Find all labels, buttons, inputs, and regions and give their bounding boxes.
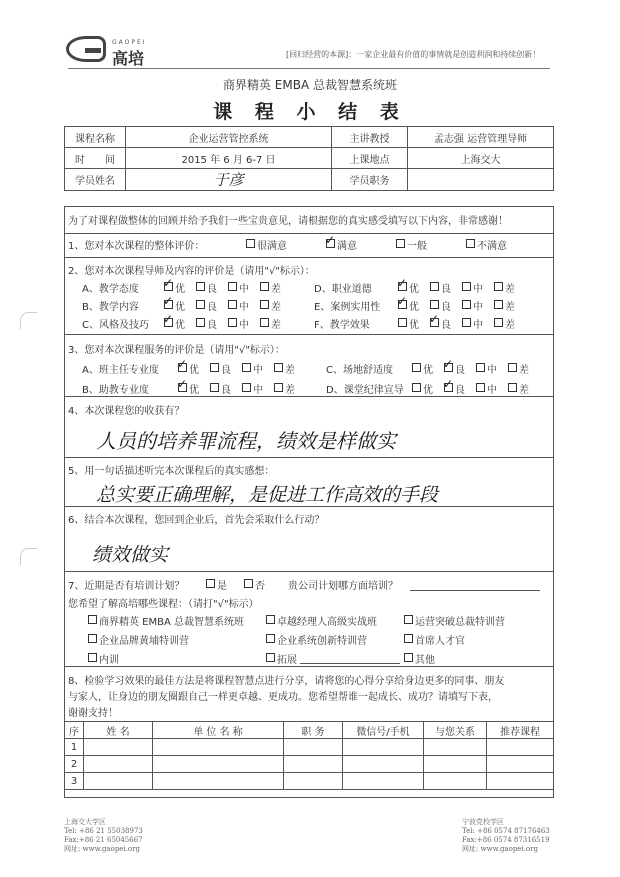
q1-checkbox-very-satisfied[interactable] [246, 239, 255, 248]
name-label: 学员姓名 [65, 169, 126, 191]
q6-answer[interactable]: 绩效做实 [92, 544, 169, 566]
q7-checkbox-yes[interactable] [206, 579, 215, 588]
q3-right-grade-label: 中 [487, 365, 497, 376]
course-label: 课程名称 [65, 127, 126, 148]
name-value[interactable] [126, 169, 332, 191]
q3-label: 3、您对本次课程服务的评价是（请用"√"标示）： [68, 345, 285, 356]
check-mark-icon: ✓ [325, 233, 336, 247]
q2-left-grade-label: 优 [175, 302, 185, 313]
referral-cell[interactable] [84, 739, 153, 756]
q7-course-checkbox[interactable] [88, 615, 97, 624]
footer-left-tel: Tel: +86 21 55038973 [64, 827, 143, 835]
q2-left-grade-label: 差 [271, 302, 281, 313]
q7-course-checkbox[interactable] [266, 615, 275, 624]
footer-left-campus: 上海交大学区 [64, 818, 106, 826]
q2-left-item-label: A、教学态度 [82, 284, 139, 295]
q3-right-item-label: C、场地舒适度 [326, 365, 393, 376]
q2-right-item-label: F、教学效果 [314, 320, 370, 331]
q2-right-grade-checkbox[interactable] [430, 300, 439, 309]
q7-course-label: 运营突破总裁特训营 [415, 617, 505, 628]
q2-left-grade-label: 中 [239, 284, 249, 295]
divider-q8 [64, 666, 554, 667]
q3-right-grade-label: 差 [519, 385, 529, 396]
q7-course-label: 卓越经理人高级实战班 [277, 617, 377, 628]
q7-course-checkbox[interactable] [266, 653, 275, 662]
table-row [65, 756, 554, 773]
q2-left-grade-label: 良 [207, 302, 217, 313]
q2-right-grade-label: 差 [505, 302, 515, 313]
q2-right-grade-label: 优 [409, 302, 419, 313]
q3-right-grade-label: 良 [455, 365, 465, 376]
referral-cell[interactable] [424, 773, 487, 790]
teacher-value: 孟志强 运营管理导师 [408, 127, 554, 148]
q2-right-item-label: D、职业道德 [314, 284, 372, 295]
q2-left-grade-label: 良 [207, 284, 217, 295]
check-mark-icon: ✓ [443, 377, 454, 391]
divider-q3 [64, 334, 554, 335]
referral-row-number: 2 [65, 756, 84, 773]
footer-right [462, 818, 550, 854]
q2-left-grade-label: 优 [175, 284, 185, 295]
q3-left-grade-checkbox[interactable] [242, 383, 251, 392]
q3-left-grade-label: 中 [253, 365, 263, 376]
time-label: 时 间 [65, 148, 126, 169]
q3-left-grade-label: 优 [189, 385, 199, 396]
q7-course-label: 企业品牌黄埔特训营 [99, 636, 189, 647]
referral-header-cell: 姓 名 [84, 722, 153, 739]
q3-right-grade-label: 优 [423, 365, 433, 376]
brand-cn: 高培 [112, 49, 145, 68]
referral-header-cell: 推荐课程 [487, 722, 554, 739]
referral-cell[interactable] [153, 773, 284, 790]
footer-left [64, 818, 143, 854]
referral-row-number: 1 [65, 739, 84, 756]
q2-left-grade-label: 差 [271, 320, 281, 331]
referral-header-cell: 微信号/手机 [343, 722, 424, 739]
q3-right-grade-checkbox[interactable] [412, 383, 421, 392]
name-handwriting: 于彦 [213, 171, 244, 189]
referral-table-header [65, 722, 554, 739]
referral-cell[interactable] [84, 773, 153, 790]
q2-right-grade-checkbox[interactable] [494, 282, 503, 291]
course-info-table [64, 126, 554, 191]
q7-training-area-field[interactable] [410, 590, 540, 591]
footer-left-fax: Fax:+86 21 65045667 [64, 836, 143, 844]
position-value[interactable] [408, 169, 554, 191]
q1-checkbox-average[interactable] [396, 239, 405, 248]
q3-left-grade-label: 差 [285, 385, 295, 396]
q1-label: 1、您对本次课程的整体评价： [68, 241, 205, 252]
q7-other-field[interactable] [300, 663, 400, 664]
referral-cell[interactable] [84, 756, 153, 773]
referral-cell[interactable] [343, 773, 424, 790]
q2-left-grade-checkbox[interactable] [196, 282, 205, 291]
q3-left-grade-checkbox[interactable] [274, 383, 283, 392]
referral-cell[interactable] [284, 756, 343, 773]
q7-plan-question: 7、近期是否有培训计划？ [68, 581, 185, 592]
teacher-label: 主讲教授 [332, 127, 408, 148]
check-mark-icon: ✓ [177, 357, 188, 371]
q2-label: 2、您对本次课程导师及内容的评价是（请用"√"标示）： [68, 266, 315, 277]
q2-left-grade-checkbox[interactable] [228, 318, 237, 327]
q7-course-label: 首席人才官 [415, 636, 465, 647]
footer-right-fax: Fax:+86 0574 87316519 [462, 836, 550, 844]
q2-right-item-label: E、案例实用性 [314, 302, 381, 313]
q2-left-grade-checkbox[interactable] [260, 318, 269, 327]
check-mark-icon: ✓ [163, 312, 174, 326]
check-mark-icon: ✓ [397, 276, 408, 290]
table-row [65, 773, 554, 790]
q7-course-label: 内训 [99, 655, 119, 666]
q3-left-grade-checkbox[interactable] [210, 383, 219, 392]
q3-right-grade-checkbox[interactable] [508, 383, 517, 392]
q2-right-grade-label: 中 [473, 302, 483, 313]
referral-cell[interactable] [343, 739, 424, 756]
program-subtitle: 商界精英 EMBA 总裁智慧系统班 [222, 78, 397, 92]
q7-course-checkbox[interactable] [88, 634, 97, 643]
referral-cell[interactable] [343, 756, 424, 773]
q3-right-item-label: D、课堂纪律宣导 [326, 385, 404, 396]
q3-right-grade-label: 差 [519, 365, 529, 376]
q3-left-grade-checkbox[interactable] [210, 363, 219, 372]
q6-label: 6、结合本次课程，您回到企业后，首先会采取什么行动？ [68, 515, 325, 526]
referral-cell[interactable] [424, 756, 487, 773]
brand-en: GAOPEI [112, 39, 147, 46]
q7-training-area-question: 贵公司计划哪方面培训？ [288, 581, 398, 592]
q7-checkbox-no[interactable] [244, 579, 253, 588]
q8-text-line3: 谢谢支持！ [68, 708, 118, 719]
q2-right-grade-label: 优 [409, 320, 419, 331]
q2-left-grade-label: 差 [271, 284, 281, 295]
q2-right-grade-label: 良 [441, 320, 451, 331]
q2-left-grade-checkbox[interactable] [196, 318, 205, 327]
q2-right-grade-checkbox[interactable] [494, 318, 503, 327]
footer-left-web: 网址: www.gaopei.org [64, 845, 140, 853]
q2-right-grade-label: 良 [441, 284, 451, 295]
divider-q5 [64, 457, 554, 458]
q2-right-grade-label: 中 [473, 284, 483, 295]
referral-header-cell: 职 务 [284, 722, 343, 739]
position-label: 学员职务 [332, 169, 408, 191]
q7-courses-question: 您希望了解高培哪些课程：（请打"√"标示） [68, 599, 259, 610]
header-divider [68, 68, 550, 69]
q2-left-item-label: C、风格及技巧 [82, 320, 149, 331]
q4-answer[interactable]: 人员的培养罪流程，绩效是样做实 [96, 429, 396, 453]
q3-right-grade-checkbox[interactable] [476, 363, 485, 372]
q2-right-grade-label: 优 [409, 284, 419, 295]
q3-left-grade-checkbox[interactable] [274, 363, 283, 372]
q2-left-item-label: B、教学内容 [82, 302, 139, 313]
q2-left-grade-checkbox[interactable] [228, 300, 237, 309]
q2-right-grade-label: 差 [505, 284, 515, 295]
place-label: 上课地点 [332, 148, 408, 169]
binder-hole-mark [20, 548, 37, 565]
q2-left-grade-checkbox[interactable] [260, 282, 269, 291]
q2-right-grade-checkbox[interactable] [430, 282, 439, 291]
slogan: [回归经营的本源]：一家企业最有价值的事情就是创造利润和持续创新！ [286, 50, 541, 59]
q7-course-label: 拓展 [277, 655, 297, 666]
q3-left-grade-label: 良 [221, 385, 231, 396]
q3-right-grade-checkbox[interactable] [476, 383, 485, 392]
q2-right-grade-label: 中 [473, 320, 483, 331]
footer-right-web: 网址: www.gaopei.org [462, 845, 538, 853]
referral-cell[interactable] [424, 739, 487, 756]
q2-left-grade-checkbox[interactable] [228, 282, 237, 291]
q2-left-grade-label: 中 [239, 302, 249, 313]
check-mark-icon: ✓ [163, 294, 174, 308]
referral-cell[interactable] [153, 756, 284, 773]
q2-right-grade-label: 差 [505, 320, 515, 331]
q7-course-label: 其他 [415, 655, 435, 666]
check-mark-icon: ✓ [429, 312, 440, 326]
q5-answer[interactable]: 总实要正确理解，是促进工作高效的手段 [96, 484, 439, 506]
q3-right-grade-label: 优 [423, 385, 433, 396]
q7-course-checkbox[interactable] [404, 615, 413, 624]
q3-left-grade-label: 优 [189, 365, 199, 376]
page-title: 课 程 小 结 表 [213, 101, 407, 123]
q2-right-grade-checkbox[interactable] [462, 300, 471, 309]
q1-option-average: 一般 [407, 241, 427, 252]
q3-left-grade-checkbox[interactable] [242, 363, 251, 372]
q2-right-grade-checkbox[interactable] [462, 318, 471, 327]
q7-course-checkbox[interactable] [88, 653, 97, 662]
q2-left-grade-label: 良 [207, 320, 217, 331]
q5-label: 5、用一句话描述听完本次课程后的真实感想： [68, 466, 275, 477]
q3-left-grade-label: 中 [253, 385, 263, 396]
gaopei-logo-icon [66, 36, 106, 62]
referral-cell[interactable] [284, 739, 343, 756]
q2-right-grade-checkbox[interactable] [398, 318, 407, 327]
referral-cell[interactable] [487, 773, 554, 790]
q7-option-yes: 是 [217, 581, 227, 592]
intro-text: 为了对课程做整体的回顾并给予我们一些宝贵意见，请根据您的真实感受填写以下内容，非常感谢！ [68, 216, 508, 227]
check-mark-icon: ✓ [443, 357, 454, 371]
q2-right-grade-checkbox[interactable] [462, 282, 471, 291]
q3-right-grade-checkbox[interactable] [412, 363, 421, 372]
check-mark-icon: ✓ [177, 377, 188, 391]
q7-option-no: 否 [255, 581, 265, 592]
referral-header-cell: 单 位 名 称 [153, 722, 284, 739]
table-row [65, 739, 554, 756]
referral-header-cell: 与您关系 [424, 722, 487, 739]
q2-left-grade-label: 优 [175, 320, 185, 331]
q8-text-line2: 与家人，让身边的朋友圈跟自己一样更卓越、更成功。您希望帮谁一起成长、成功？请填写下表， [68, 692, 498, 703]
referral-row-number: 3 [65, 773, 84, 790]
q3-left-item-label: B、助教专业度 [82, 385, 149, 396]
q3-right-grade-label: 中 [487, 385, 497, 396]
q7-course-checkbox[interactable] [404, 634, 413, 643]
referral-header-cell: 序 [65, 722, 84, 739]
q1-checkbox-dissatisfied[interactable] [466, 239, 475, 248]
q7-course-label: 商界精英 EMBA 总裁智慧系统班 [99, 617, 245, 628]
course-value: 企业运营管控系统 [126, 127, 332, 148]
q1-option-very-satisfied: 很满意 [257, 241, 287, 252]
referral-cell[interactable] [487, 756, 554, 773]
q8-text-line1: 8、检验学习效果的最佳方法是将课程智慧点进行分享，请将您的心得分享给身边更多的同事、朋友 [68, 676, 505, 687]
check-mark-icon: ✓ [163, 276, 174, 290]
q3-left-grade-label: 良 [221, 365, 231, 376]
referral-cell[interactable] [487, 739, 554, 756]
q2-right-grade-label: 良 [441, 302, 451, 313]
q3-left-grade-label: 差 [285, 365, 295, 376]
q4-label: 4、本次课程您的收获有？ [68, 406, 185, 417]
footer-right-tel: Tel: +86 0574 87176463 [462, 827, 550, 835]
divider-q2 [64, 257, 554, 258]
referral-table [64, 721, 554, 790]
q3-left-item-label: A、班主任专业度 [82, 365, 159, 376]
divider-q7 [64, 571, 554, 572]
q2-left-grade-label: 中 [239, 320, 249, 331]
binder-hole-mark [20, 312, 37, 329]
referral-cell[interactable] [153, 739, 284, 756]
check-mark-icon: ✓ [397, 294, 408, 308]
place-value: 上海交大 [408, 148, 554, 169]
q1-option-satisfied: 满意 [337, 241, 357, 252]
time-value: 2015 年 6 月 6-7 日 [126, 148, 332, 169]
q7-course-label: 企业系统创新特训营 [277, 636, 367, 647]
q7-course-checkbox[interactable] [404, 653, 413, 662]
divider-q4 [64, 396, 554, 397]
footer-right-campus: 宁波党校学区 [462, 818, 504, 826]
q3-right-grade-label: 良 [455, 385, 465, 396]
q1-option-dissatisfied: 不满意 [477, 241, 507, 252]
q3-right-grade-checkbox[interactable] [508, 363, 517, 372]
q2-right-grade-checkbox[interactable] [494, 300, 503, 309]
q2-left-grade-checkbox[interactable] [196, 300, 205, 309]
q2-left-grade-checkbox[interactable] [260, 300, 269, 309]
q7-course-checkbox[interactable] [266, 634, 275, 643]
referral-cell[interactable] [284, 773, 343, 790]
divider-q1 [64, 233, 554, 234]
